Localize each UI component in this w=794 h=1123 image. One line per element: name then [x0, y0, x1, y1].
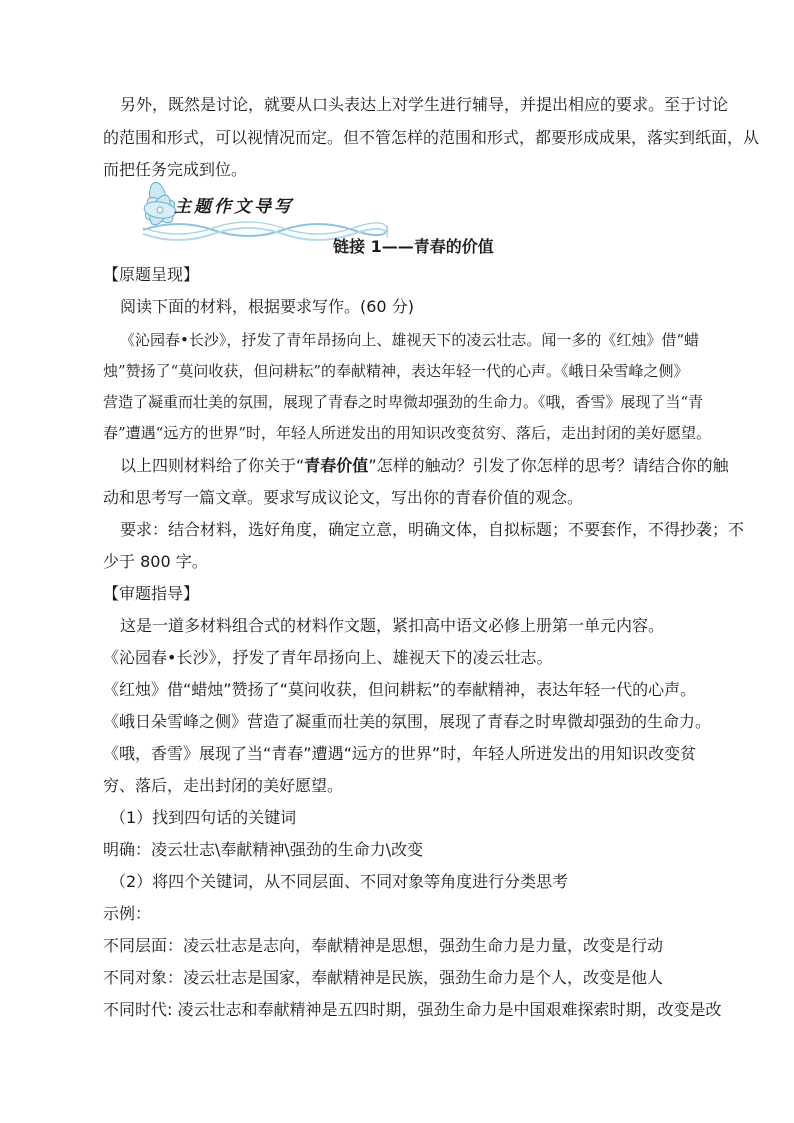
material-line-2: 烛”赞扬了“莫问收获，但问耕耘”的奉献精神，表达年轻一代的心声。《峨日朵雪峰之侧》 — [103, 362, 689, 380]
guide-line-5: 《哦，香雪》展现了当“青春”遭遇“远方的世界”时，年轻人所迸发出的用知识改变贫 — [103, 744, 697, 763]
guide-line-4: 《峨日朵雪峰之侧》营造了凝重而壮美的氛围，展现了青春之时卑微却强劲的生命力。 — [103, 712, 712, 731]
task-post: ”怎样的触动？引发了你怎样的思考？请结合你的触 — [368, 456, 729, 475]
material-line-3: 营造了凝重而壮美的氛围，展现了青春之时卑微却强劲的生命力。《哦，香雪》展现了当“青 — [103, 393, 704, 411]
guide-line-1: 这是一道多材料组合式的材料作文题，紧扣高中语文必修上册第一单元内容。 — [120, 616, 665, 635]
link-title: 链接 1——青春的价值 — [333, 237, 494, 256]
task-line-2: 动和思考写一篇文章。要求写成议论文，写出你的青春价值的观念。 — [103, 488, 584, 507]
material-line-4: 春”遭遇“远方的世界”时，年轻人所迸发出的用知识改变贫穷、落后，走出封闭的美好愿望。 — [103, 424, 712, 442]
intro-line-1: 另外，既然是讨论，就要从口头表达上对学生进行辅导，并提出相应的要求。至于讨论 — [120, 95, 729, 114]
banner-title: 主题作文导写 — [174, 197, 294, 217]
guide-line-2: 《沁园春•长沙》，抒发了青年昂扬向上、雄视天下的凌云壮志。 — [103, 648, 553, 667]
task-line-1 — [120, 456, 729, 476]
step-1-answer: 明确：凌云壮志\奉献精神\强劲的生命力\改变 — [103, 840, 424, 859]
task-pre: 以上四则材料给了你关于“ — [120, 456, 305, 475]
example-label: 示例： — [103, 904, 152, 923]
example-line-1: 不同层面：凌云壮志是志向，奉献精神是思想，强劲生命力是力量，改变是行动 — [103, 936, 664, 955]
material-line-1: 《沁园春•长沙》，抒发了青年昂扬向上、雄视天下的凌云壮志。闻一多的《红烛》借“蜡 — [120, 331, 700, 349]
prompt-line: 阅读下面的材料，根据要求写作。(60 分) — [120, 297, 414, 316]
step-1: （1）找到四句话的关键词 — [110, 808, 297, 827]
guide-header: 【审题指导】 — [103, 584, 200, 603]
task-keyword: 青春价值 — [304, 456, 369, 475]
requirement-line-2: 少于 800 字。 — [103, 552, 208, 571]
intro-line-3: 而把任务完成到位。 — [103, 160, 248, 179]
original-header: 【原题呈现】 — [103, 265, 200, 284]
requirement-line-1: 要求：结合材料，选好角度，确定立意，明确文体，自拟标题；不要套作，不得抄袭；不 — [120, 520, 745, 539]
flower-icon — [142, 181, 178, 228]
intro-line-2: 的范围和形式，可以视情况而定。但不管怎样的范围和形式，都要形成成果，落实到纸面，从 — [103, 128, 760, 147]
example-line-3: 不同时代: 凌云壮志和奉献精神是五四时期，强劲生命力是中国艰难探索时期，改变是改 — [103, 1000, 722, 1019]
step-2: （2）将四个关键词，从不同层面、不同对象等角度进行分类思考 — [110, 872, 569, 891]
guide-line-6: 穷、落后，走出封闭的美好愿望。 — [103, 776, 344, 795]
example-line-2: 不同对象：凌云壮志是国家，奉献精神是民族，强劲生命力是个人，改变是他人 — [103, 968, 664, 987]
guide-line-3: 《红烛》借“蜡烛”赞扬了“莫问收获，但问耕耘”的奉献精神，表达年轻一代的心声。 — [103, 680, 697, 699]
